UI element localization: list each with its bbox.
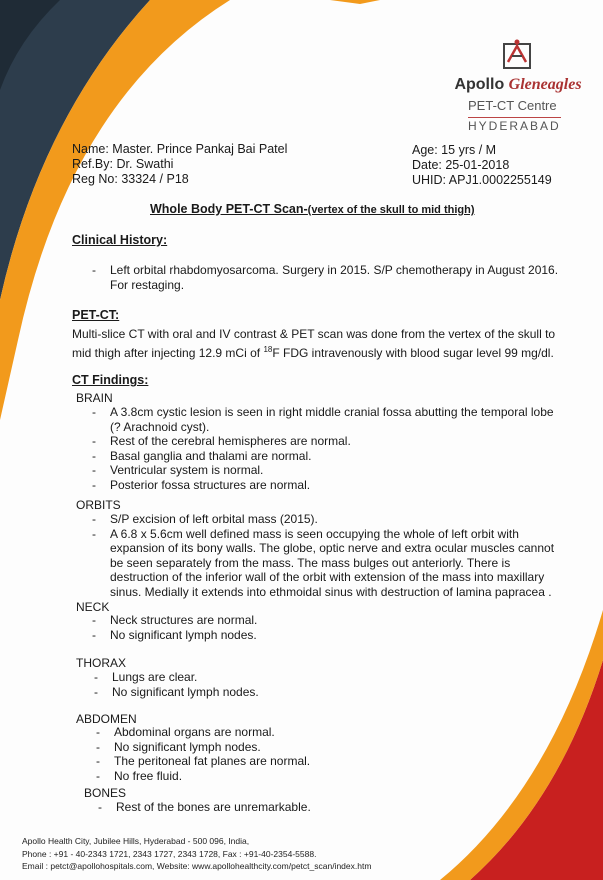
neck-findings (88, 613, 257, 642)
petct-heading: PET-CT: (72, 308, 120, 322)
footer-email: Email : petct@apollohospitals.com, Website: www.apollohealthcity.com/petct_scan/index.htm (22, 861, 372, 871)
city-name: HYDERABAD (468, 119, 561, 133)
list-item: - Rest of the cerebral hemispheres are normal. (88, 434, 554, 449)
abdomen-findings (92, 725, 310, 783)
list-item: - Abdominal organs are normal. (92, 725, 310, 740)
list-item: - Left orbital rhabdomyosarcoma. Surgery in 2015. S/P chemotherapy in August 2016. (88, 263, 558, 278)
list-item-continuation: (? Arachnoid cyst). (110, 419, 210, 434)
ct-findings-heading: CT Findings: (72, 373, 149, 387)
neck-label: NECK (76, 600, 110, 614)
list-item: - No significant lymph nodes. (88, 628, 257, 643)
list-item-continuation: sinus. Medially it extends into ethmoidal sinus with destruction of lamina papracea . (110, 584, 552, 599)
abdomen-label: ABDOMEN (76, 712, 137, 726)
list-item: - Neck structures are normal. (88, 613, 257, 628)
patient-age: Age: 15 yrs / M (412, 143, 497, 157)
petct-paragraph: Multi-slice CT with oral and IV contrast & PET scan was done from the vertex of the skull to mid thigh after injecting 12.9 mCi of $^{18}$F FDG intravenously with blood sugar level 99 mg/dl. (72, 327, 556, 360)
report-date: Date: 25-01-2018 (412, 158, 510, 172)
report-title: Whole Body PET-CT Scan-(vertex of the skull to mid thigh) (150, 202, 475, 216)
list-item: - Posterior fossa structures are normal. (88, 478, 554, 493)
list-item: - No free fluid. (92, 769, 310, 784)
brand-name: Apollo Gleneagles (454, 76, 582, 93)
list-item: - Rest of the bones are unremarkable. (94, 800, 311, 815)
list-item: - No significant lymph nodes. (92, 740, 310, 755)
centre-name: PET-CT Centre (468, 98, 557, 113)
footer-address: Apollo Health City, Jubilee Hills, Hyderabad - 500 096, India, (22, 836, 250, 846)
brain-findings (88, 405, 554, 492)
thorax-findings (90, 670, 259, 699)
list-item-continuation: be seen separately from the mass. The mass bulges out anteriorly. There is (110, 555, 511, 570)
list-item-continuation: destruction of the inferior wall of the orbit with extension of the mass into maxillary (110, 570, 545, 584)
list-item: - Lungs are clear. (90, 670, 259, 685)
patient-name: Name: Master. Prince Pankaj Bai Patel (72, 142, 288, 156)
orbits-findings (88, 512, 554, 599)
list-item: - Ventricular system is normal. (88, 463, 554, 478)
clinical-history-heading: Clinical History: (72, 233, 168, 247)
list-item-continuation: expansion of its bony walls. The globe, optic nerve and extra ocular muscles cannot (110, 541, 555, 555)
top-orange-mark (330, 0, 380, 4)
clinical-history-continuation: For restaging. (110, 278, 185, 292)
list-item: - The peritoneal fat planes are normal. (92, 754, 310, 769)
list-item: - No significant lymph nodes. (90, 685, 259, 700)
letterhead-footer (22, 835, 371, 873)
uhid: UHID: APJ1.0002255149 (412, 173, 552, 187)
brain-label: BRAIN (76, 391, 113, 405)
reg-number: Reg No: 33324 / P18 (72, 172, 189, 186)
clinical-history-list (88, 263, 558, 278)
thorax-label: THORAX (76, 656, 127, 670)
list-item: - A 3.8cm cystic lesion is seen in right middle cranial fossa abutting the temporal lobe (88, 405, 554, 420)
referred-by: Ref.By: Dr. Swathi (72, 157, 174, 171)
apollo-emblem-icon (500, 38, 534, 72)
orbits-label: ORBITS (76, 498, 121, 512)
footer-phone: Phone : +91 - 40-2343 1721, 2343 1727, 2343 1728, Fax : +91-40-2354-5588. (22, 848, 317, 859)
bones-findings (94, 800, 311, 815)
list-item: - Basal ganglia and thalami are normal. (88, 449, 554, 464)
list-item: - A 6.8 x 5.6cm well defined mass is seen occupying the whole of left orbit with (88, 527, 554, 542)
bones-label: BONES (84, 786, 127, 800)
list-item: - S/P excision of left orbital mass (2015). (88, 512, 554, 527)
